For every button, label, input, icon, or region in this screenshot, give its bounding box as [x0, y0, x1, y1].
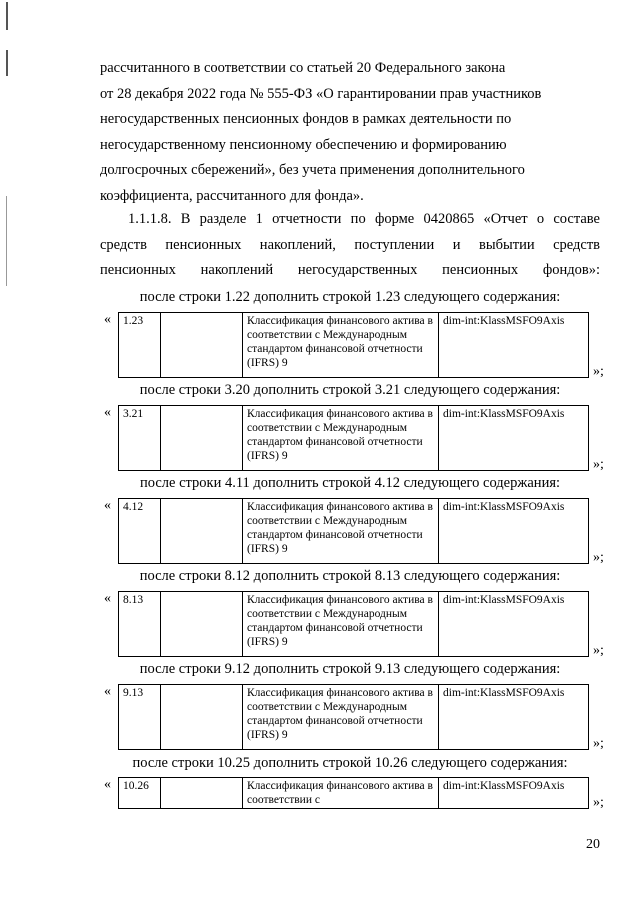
inserted-row-table: [118, 312, 589, 378]
description-cell: Классификация финансового актива в соответствии с Международным стандартом финансовой отчетности (IFRS) 9: [243, 592, 439, 657]
text-line: коэффициента, рассчитанного для фонда».: [100, 187, 364, 204]
close-quote: »;: [593, 457, 604, 472]
open-quote: «: [104, 498, 111, 513]
text-line: негосударственному пенсионному обеспечению и формированию: [100, 136, 507, 153]
open-quote: «: [104, 684, 111, 699]
insertion-instruction: после строки 4.11 дополнить строкой 4.12 следующего содержания:: [139, 475, 561, 491]
dimension-cell: dim-int:KlassMSFO9Axis: [439, 778, 589, 809]
text-line: от 28 декабря 2022 года № 555-ФЗ «О гарантировании прав участников: [100, 85, 542, 102]
close-quote: »;: [593, 364, 604, 379]
dimension-cell: dim-int:KlassMSFO9Axis: [439, 313, 589, 378]
empty-cell: [161, 313, 243, 378]
table-row: [119, 499, 589, 564]
inserted-row-table: [118, 405, 589, 471]
description-cell: Классификация финансового актива в соответствии с Международным стандартом финансовой отчетности (IFRS) 9: [243, 685, 439, 750]
empty-cell: [161, 685, 243, 750]
row-code-cell: 9.13: [119, 685, 161, 750]
empty-cell: [161, 406, 243, 471]
inserted-row-block: [104, 591, 604, 661]
paragraph-continuation: [100, 56, 600, 209]
dimension-cell: dim-int:KlassMSFO9Axis: [439, 406, 589, 471]
dimension-cell: dim-int:KlassMSFO9Axis: [439, 592, 589, 657]
table-row: [119, 685, 589, 750]
text-line: 1.1.1.8. В разделе 1 отчетности по форме 0420865 «Отчет о составе: [128, 211, 600, 227]
dimension-cell: dim-int:KlassMSFO9Axis: [439, 685, 589, 750]
empty-cell: [161, 778, 243, 809]
inserted-row-table: [118, 498, 589, 564]
row-code-cell: 3.21: [119, 406, 161, 471]
insertion-instruction: после строки 8.12 дополнить строкой 8.13 следующего содержания:: [139, 568, 561, 584]
row-code-cell: 4.12: [119, 499, 161, 564]
open-quote: «: [104, 312, 111, 327]
description-cell: Классификация финансового актива в соответствии с Международным стандартом финансовой отчетности (IFRS) 9: [243, 499, 439, 564]
open-quote: «: [104, 405, 111, 420]
text-line: долгосрочных сбережений», без учета применения дополнительного: [100, 162, 525, 178]
inserted-row-table: [118, 684, 589, 750]
row-code-cell: 1.23: [119, 313, 161, 378]
description-cell: Классификация финансового актива в соответствии с Международным стандартом финансовой отчетности (IFRS) 9: [243, 313, 439, 378]
inserted-row-block: [104, 684, 604, 754]
inserted-row-table: [118, 777, 589, 809]
row-code-cell: 8.13: [119, 592, 161, 657]
inserted-row-block: [104, 498, 604, 568]
inserted-row-table: [118, 591, 589, 657]
table-row: [119, 592, 589, 657]
inserted-row-block: [104, 312, 604, 382]
close-quote: »;: [593, 795, 604, 810]
inserted-row-block: [104, 405, 604, 475]
close-quote: »;: [593, 736, 604, 751]
table-row: [119, 313, 589, 378]
description-cell: Классификация финансового актива в соответствии с: [243, 778, 439, 809]
insertion-instruction: после строки 10.25 дополнить строкой 10.26 следующего содержания:: [132, 755, 568, 771]
empty-cell: [161, 499, 243, 564]
paragraph-1-1-1-8: [100, 207, 600, 284]
open-quote: «: [104, 777, 111, 792]
insertion-instruction: после строки 9.12 дополнить строкой 9.13 следующего содержания:: [139, 661, 561, 677]
inserted-row-block: [104, 777, 604, 813]
insertion-instruction: после строки 1.22 дополнить строкой 1.23 следующего содержания:: [139, 289, 561, 305]
table-row: [119, 406, 589, 471]
close-quote: »;: [593, 643, 604, 658]
text-line: средств пенсионных накоплений, поступлении и выбытии средств: [100, 236, 600, 253]
text-line: рассчитанного в соответствии со статьей 20 Федерального закона: [100, 60, 506, 76]
row-code-cell: 10.26: [119, 778, 161, 809]
table-row: [119, 778, 589, 809]
text-line: пенсионных накоплений негосударственных пенсионных фондов»:: [100, 262, 600, 278]
description-cell: Классификация финансового актива в соответствии с Международным стандартом финансовой отчетности (IFRS) 9: [243, 406, 439, 471]
text-line: негосударственных пенсионных фондов в рамках деятельности по: [100, 111, 512, 127]
page-number: 20: [586, 837, 600, 852]
dimension-cell: dim-int:KlassMSFO9Axis: [439, 499, 589, 564]
open-quote: «: [104, 591, 111, 606]
close-quote: »;: [593, 550, 604, 565]
empty-cell: [161, 592, 243, 657]
insertion-instruction: после строки 3.20 дополнить строкой 3.21 следующего содержания:: [139, 382, 561, 398]
